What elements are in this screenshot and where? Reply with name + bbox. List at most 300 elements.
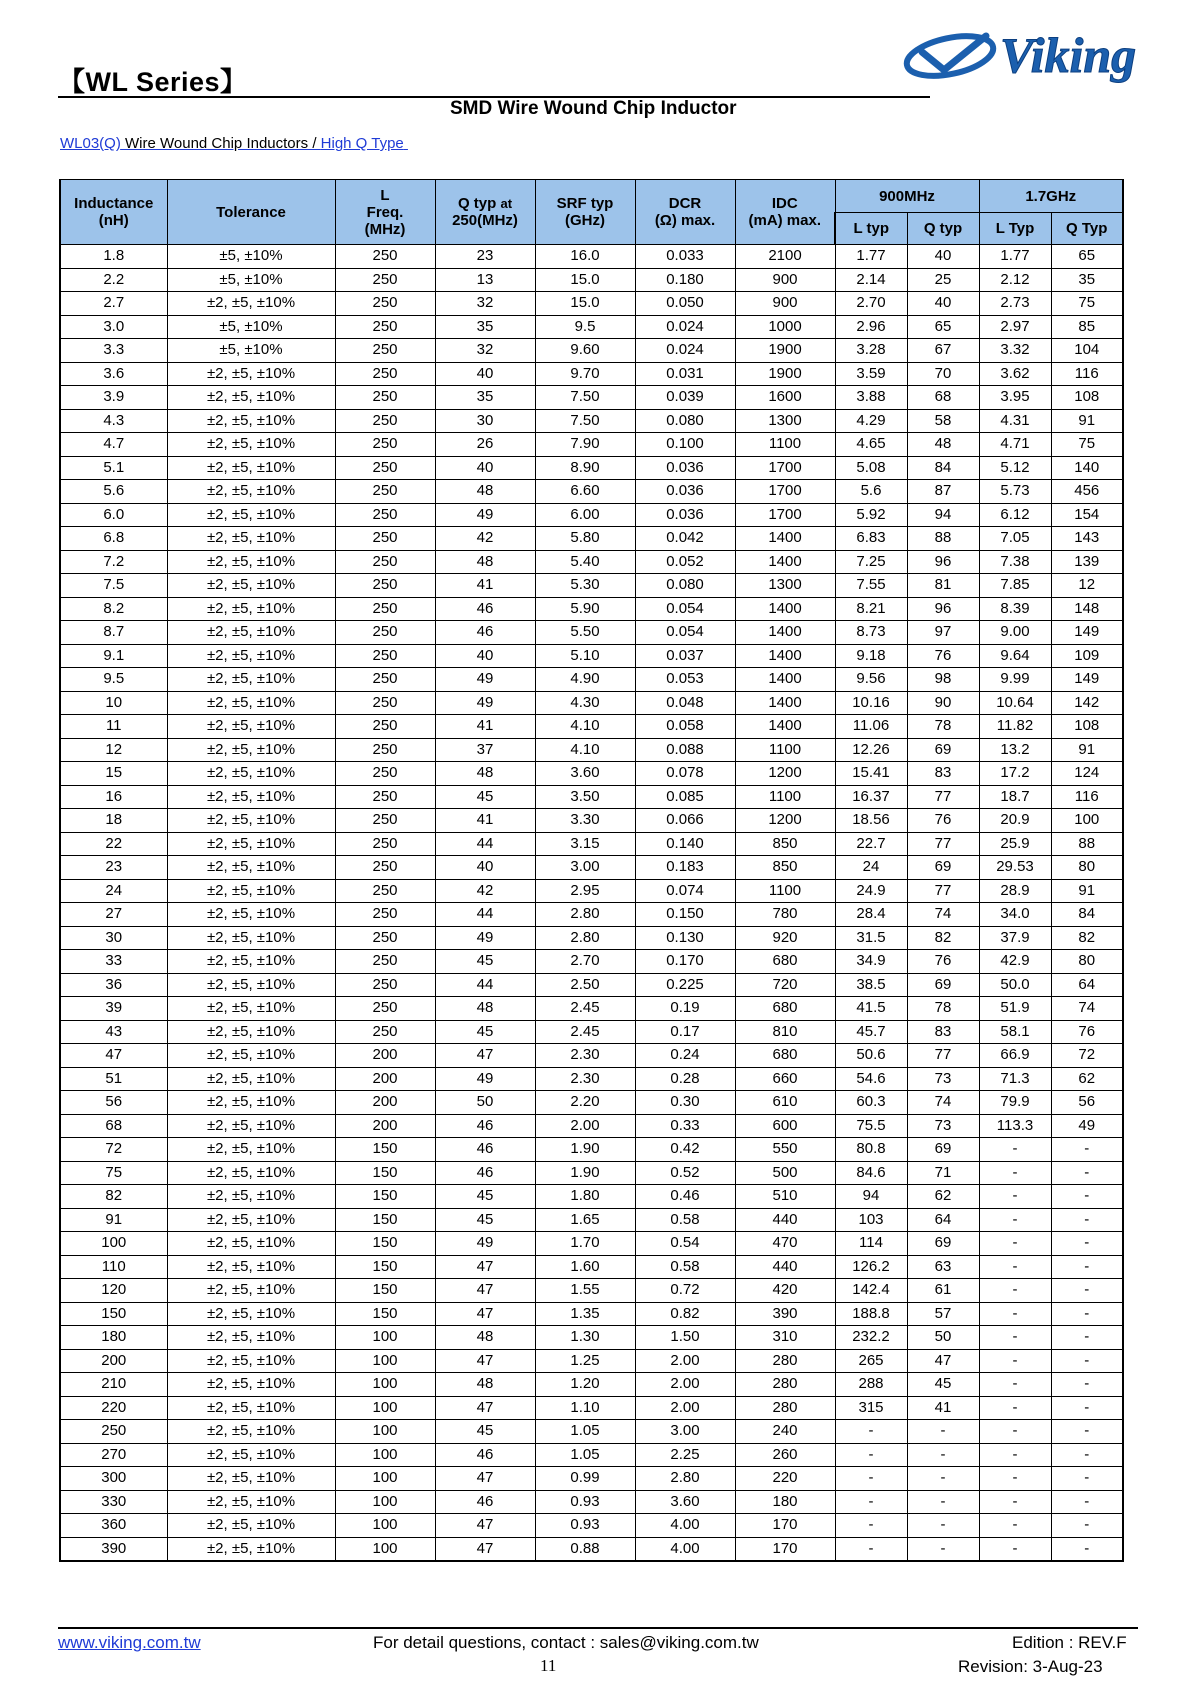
- cell-l-typ-900: 4.65: [835, 433, 907, 457]
- cell-idc: 1400: [735, 597, 835, 621]
- cell-q-typ: 48: [435, 762, 535, 786]
- cell-freq: 250: [335, 715, 435, 739]
- cell-l-typ-900: 9.56: [835, 668, 907, 692]
- cell-q-typ: 47: [435, 1279, 535, 1303]
- cell-q-typ-900: 77: [907, 785, 979, 809]
- cell-l-typ-900: 142.4: [835, 1279, 907, 1303]
- cell-l-typ-1-7: -: [979, 1396, 1051, 1420]
- cell-srf: 3.60: [535, 762, 635, 786]
- cell-idc: 900: [735, 268, 835, 292]
- table-row: [60, 1255, 1123, 1279]
- cell-q-typ-1-7: 109: [1051, 644, 1123, 668]
- table-row: [60, 597, 1123, 621]
- cell-q-typ-1-7: 143: [1051, 527, 1123, 551]
- cell-idc: 1300: [735, 574, 835, 598]
- cell-q-typ-1-7: -: [1051, 1537, 1123, 1561]
- cell-dcr: 0.024: [635, 339, 735, 363]
- cell-inductance: 47: [60, 1044, 167, 1068]
- cell-inductance: 150: [60, 1302, 167, 1326]
- cell-srf: 2.45: [535, 997, 635, 1021]
- cell-q-typ: 49: [435, 1067, 535, 1091]
- table-row: [60, 1443, 1123, 1467]
- cell-q-typ-1-7: 82: [1051, 926, 1123, 950]
- cell-idc: 680: [735, 950, 835, 974]
- cell-q-typ-1-7: 80: [1051, 856, 1123, 880]
- cell-inductance: 39: [60, 997, 167, 1021]
- cell-l-typ-900: 265: [835, 1349, 907, 1373]
- cell-l-typ-900: -: [835, 1443, 907, 1467]
- cell-q-typ: 48: [435, 480, 535, 504]
- cell-srf: 3.15: [535, 832, 635, 856]
- cell-q-typ-900: 74: [907, 903, 979, 927]
- cell-srf: 1.30: [535, 1326, 635, 1350]
- cell-srf: 1.05: [535, 1420, 635, 1444]
- cell-idc: 170: [735, 1537, 835, 1561]
- cell-inductance: 30: [60, 926, 167, 950]
- cell-tolerance: ±2, ±5, ±10%: [167, 1208, 335, 1232]
- viking-swoosh-icon: [903, 29, 997, 83]
- cell-idc: 1700: [735, 456, 835, 480]
- cell-freq: 150: [335, 1255, 435, 1279]
- cell-l-typ-1-7: 9.00: [979, 621, 1051, 645]
- cell-q-typ-1-7: -: [1051, 1514, 1123, 1538]
- cell-tolerance: ±2, ±5, ±10%: [167, 1185, 335, 1209]
- cell-inductance: 27: [60, 903, 167, 927]
- table-row: [60, 386, 1123, 410]
- cell-srf: 1.90: [535, 1138, 635, 1162]
- cell-srf: 7.90: [535, 433, 635, 457]
- cell-q-typ-900: 40: [907, 292, 979, 316]
- table-row: [60, 480, 1123, 504]
- cell-idc: 1000: [735, 315, 835, 339]
- cell-srf: 7.50: [535, 409, 635, 433]
- cell-freq: 250: [335, 527, 435, 551]
- cell-q-typ-900: 98: [907, 668, 979, 692]
- cell-dcr: 0.078: [635, 762, 735, 786]
- cell-l-typ-1-7: -: [979, 1420, 1051, 1444]
- cell-tolerance: ±2, ±5, ±10%: [167, 386, 335, 410]
- cell-l-typ-1-7: -: [979, 1232, 1051, 1256]
- cell-q-typ-900: 87: [907, 480, 979, 504]
- cell-dcr: 0.180: [635, 268, 735, 292]
- cell-q-typ: 32: [435, 339, 535, 363]
- cell-idc: 1300: [735, 409, 835, 433]
- cell-inductance: 3.9: [60, 386, 167, 410]
- cell-q-typ-1-7: 64: [1051, 973, 1123, 997]
- header-q-typ: Q typ at 250(MHz): [435, 180, 535, 245]
- cell-q-typ-1-7: 108: [1051, 386, 1123, 410]
- cell-l-typ-1-7: 2.12: [979, 268, 1051, 292]
- cell-dcr: 0.080: [635, 574, 735, 598]
- cell-l-typ-1-7: 4.71: [979, 433, 1051, 457]
- cell-inductance: 300: [60, 1467, 167, 1491]
- cell-dcr: 0.053: [635, 668, 735, 692]
- cell-dcr: 0.82: [635, 1302, 735, 1326]
- cell-q-typ-900: 25: [907, 268, 979, 292]
- cell-l-typ-900: 126.2: [835, 1255, 907, 1279]
- cell-l-typ-1-7: -: [979, 1373, 1051, 1397]
- header-srf: SRF typ (GHz): [535, 180, 635, 245]
- cell-tolerance: ±2, ±5, ±10%: [167, 1443, 335, 1467]
- cell-idc: 810: [735, 1020, 835, 1044]
- cell-srf: 1.55: [535, 1279, 635, 1303]
- cell-srf: 4.30: [535, 691, 635, 715]
- part-number-link[interactable]: WL03(Q): [60, 135, 121, 152]
- cell-q-typ-1-7: 85: [1051, 315, 1123, 339]
- cell-q-typ-900: 78: [907, 997, 979, 1021]
- cell-freq: 250: [335, 668, 435, 692]
- cell-freq: 150: [335, 1232, 435, 1256]
- cell-inductance: 24: [60, 879, 167, 903]
- cell-tolerance: ±2, ±5, ±10%: [167, 1396, 335, 1420]
- cell-freq: 250: [335, 950, 435, 974]
- cell-freq: 250: [335, 597, 435, 621]
- footer-rule: [58, 1627, 1138, 1629]
- cell-l-typ-900: -: [835, 1467, 907, 1491]
- cell-q-typ-900: 69: [907, 738, 979, 762]
- cell-idc: 280: [735, 1373, 835, 1397]
- cell-inductance: 36: [60, 973, 167, 997]
- cell-q-typ: 46: [435, 621, 535, 645]
- cell-srf: 1.20: [535, 1373, 635, 1397]
- cell-l-typ-1-7: 9.64: [979, 644, 1051, 668]
- table-row: [60, 809, 1123, 833]
- cell-l-typ-1-7: 37.9: [979, 926, 1051, 950]
- cell-l-typ-1-7: -: [979, 1279, 1051, 1303]
- cell-idc: 420: [735, 1279, 835, 1303]
- cell-l-typ-1-7: 11.82: [979, 715, 1051, 739]
- cell-dcr: 0.036: [635, 503, 735, 527]
- cell-l-typ-900: 12.26: [835, 738, 907, 762]
- cell-tolerance: ±2, ±5, ±10%: [167, 1420, 335, 1444]
- cell-l-typ-900: 16.37: [835, 785, 907, 809]
- cell-dcr: 2.25: [635, 1443, 735, 1467]
- table-row: [60, 785, 1123, 809]
- cell-idc: 780: [735, 903, 835, 927]
- cell-tolerance: ±2, ±5, ±10%: [167, 292, 335, 316]
- cell-idc: 680: [735, 997, 835, 1021]
- cell-idc: 1100: [735, 433, 835, 457]
- cell-l-typ-900: 3.59: [835, 362, 907, 386]
- cell-q-typ-1-7: 65: [1051, 245, 1123, 269]
- website-link[interactable]: www.viking.com.tw: [58, 1633, 201, 1652]
- table-row: [60, 832, 1123, 856]
- cell-srf: 5.30: [535, 574, 635, 598]
- cell-q-typ-1-7: 62: [1051, 1067, 1123, 1091]
- cell-tolerance: ±2, ±5, ±10%: [167, 997, 335, 1021]
- cell-inductance: 23: [60, 856, 167, 880]
- cell-q-typ-1-7: 148: [1051, 597, 1123, 621]
- cell-q-typ-900: 50: [907, 1326, 979, 1350]
- table-row: [60, 1091, 1123, 1115]
- cell-l-typ-900: 18.56: [835, 809, 907, 833]
- cell-idc: 660: [735, 1067, 835, 1091]
- table-row: [60, 1161, 1123, 1185]
- cell-srf: 8.90: [535, 456, 635, 480]
- cell-freq: 250: [335, 480, 435, 504]
- cell-q-typ-900: 82: [907, 926, 979, 950]
- cell-q-typ-1-7: 104: [1051, 339, 1123, 363]
- cell-tolerance: ±5, ±10%: [167, 245, 335, 269]
- cell-srf: 1.70: [535, 1232, 635, 1256]
- cell-q-typ-900: 73: [907, 1114, 979, 1138]
- cell-q-typ-1-7: 116: [1051, 785, 1123, 809]
- cell-freq: 150: [335, 1138, 435, 1162]
- cell-dcr: 4.00: [635, 1514, 735, 1538]
- cell-q-typ: 45: [435, 785, 535, 809]
- cell-dcr: 0.100: [635, 433, 735, 457]
- cell-l-typ-1-7: 51.9: [979, 997, 1051, 1021]
- cell-idc: 1400: [735, 668, 835, 692]
- cell-inductance: 15: [60, 762, 167, 786]
- cell-l-typ-900: 6.83: [835, 527, 907, 551]
- cell-q-typ: 40: [435, 856, 535, 880]
- cell-tolerance: ±5, ±10%: [167, 268, 335, 292]
- cell-inductance: 5.6: [60, 480, 167, 504]
- cell-l-typ-1-7: -: [979, 1326, 1051, 1350]
- cell-idc: 680: [735, 1044, 835, 1068]
- cell-freq: 100: [335, 1443, 435, 1467]
- cell-q-typ: 41: [435, 574, 535, 598]
- header-tolerance: Tolerance: [167, 180, 335, 245]
- cell-tolerance: ±2, ±5, ±10%: [167, 950, 335, 974]
- cell-dcr: 0.54: [635, 1232, 735, 1256]
- cell-dcr: 0.080: [635, 409, 735, 433]
- cell-l-typ-900: 28.4: [835, 903, 907, 927]
- cell-tolerance: ±2, ±5, ±10%: [167, 1326, 335, 1350]
- cell-q-typ: 44: [435, 973, 535, 997]
- cell-inductance: 270: [60, 1443, 167, 1467]
- cell-srf: 3.00: [535, 856, 635, 880]
- table-row: [60, 433, 1123, 457]
- cell-tolerance: ±2, ±5, ±10%: [167, 1302, 335, 1326]
- cell-tolerance: ±2, ±5, ±10%: [167, 1020, 335, 1044]
- header-q-typ-1-7: Q Typ: [1051, 213, 1123, 245]
- cell-q-typ-900: 71: [907, 1161, 979, 1185]
- cell-q-typ: 23: [435, 245, 535, 269]
- header-dcr: DCR (Ω) max.: [635, 180, 735, 245]
- table-row: [60, 1232, 1123, 1256]
- cell-dcr: 2.00: [635, 1349, 735, 1373]
- table-row: [60, 315, 1123, 339]
- cell-tolerance: ±2, ±5, ±10%: [167, 409, 335, 433]
- cell-q-typ-1-7: 108: [1051, 715, 1123, 739]
- cell-idc: 310: [735, 1326, 835, 1350]
- cell-srf: 6.00: [535, 503, 635, 527]
- cell-q-typ: 49: [435, 503, 535, 527]
- cell-dcr: 0.42: [635, 1138, 735, 1162]
- cell-l-typ-900: -: [835, 1490, 907, 1514]
- table-row: [60, 762, 1123, 786]
- cell-freq: 150: [335, 1279, 435, 1303]
- table-row: [60, 409, 1123, 433]
- cell-dcr: 0.72: [635, 1279, 735, 1303]
- cell-q-typ-1-7: -: [1051, 1326, 1123, 1350]
- cell-srf: 9.5: [535, 315, 635, 339]
- cell-tolerance: ±2, ±5, ±10%: [167, 785, 335, 809]
- table-row: [60, 1208, 1123, 1232]
- cell-dcr: 3.00: [635, 1420, 735, 1444]
- cell-tolerance: ±2, ±5, ±10%: [167, 1373, 335, 1397]
- high-q-link[interactable]: High Q Type: [320, 135, 404, 152]
- cell-inductance: 16: [60, 785, 167, 809]
- cell-tolerance: ±2, ±5, ±10%: [167, 973, 335, 997]
- cell-tolerance: ±2, ±5, ±10%: [167, 550, 335, 574]
- cell-tolerance: ±2, ±5, ±10%: [167, 903, 335, 927]
- cell-idc: 240: [735, 1420, 835, 1444]
- cell-q-typ-900: -: [907, 1420, 979, 1444]
- cell-l-typ-900: 38.5: [835, 973, 907, 997]
- header-inductance: Inductance (nH): [60, 180, 167, 245]
- cell-freq: 250: [335, 621, 435, 645]
- cell-dcr: 0.33: [635, 1114, 735, 1138]
- cell-q-typ-1-7: -: [1051, 1443, 1123, 1467]
- cell-l-typ-900: 288: [835, 1373, 907, 1397]
- cell-dcr: 0.058: [635, 715, 735, 739]
- table-row: [60, 1044, 1123, 1068]
- cell-srf: 0.99: [535, 1467, 635, 1491]
- cell-tolerance: ±2, ±5, ±10%: [167, 503, 335, 527]
- cell-q-typ: 47: [435, 1349, 535, 1373]
- cell-inductance: 3.0: [60, 315, 167, 339]
- cell-tolerance: ±2, ±5, ±10%: [167, 456, 335, 480]
- cell-freq: 250: [335, 315, 435, 339]
- cell-srf: 15.0: [535, 292, 635, 316]
- cell-dcr: 4.00: [635, 1537, 735, 1561]
- series-title: 【WL Series】: [58, 67, 248, 97]
- cell-freq: 250: [335, 550, 435, 574]
- cell-q-typ-1-7: -: [1051, 1185, 1123, 1209]
- cell-l-typ-1-7: 3.32: [979, 339, 1051, 363]
- cell-idc: 260: [735, 1443, 835, 1467]
- cell-q-typ-1-7: 75: [1051, 433, 1123, 457]
- cell-q-typ-900: 62: [907, 1185, 979, 1209]
- cell-idc: 900: [735, 292, 835, 316]
- cell-tolerance: ±2, ±5, ±10%: [167, 809, 335, 833]
- table-row: [60, 1114, 1123, 1138]
- cell-idc: 850: [735, 832, 835, 856]
- cell-idc: 1400: [735, 527, 835, 551]
- cell-inductance: 1.8: [60, 245, 167, 269]
- cell-l-typ-900: 50.6: [835, 1044, 907, 1068]
- cell-freq: 100: [335, 1514, 435, 1538]
- cell-q-typ: 46: [435, 1161, 535, 1185]
- cell-l-typ-1-7: 25.9: [979, 832, 1051, 856]
- cell-l-typ-900: 84.6: [835, 1161, 907, 1185]
- cell-dcr: 1.50: [635, 1326, 735, 1350]
- cell-dcr: 0.036: [635, 456, 735, 480]
- cell-tolerance: ±2, ±5, ±10%: [167, 879, 335, 903]
- cell-l-typ-900: 54.6: [835, 1067, 907, 1091]
- cell-l-typ-900: 9.18: [835, 644, 907, 668]
- cell-l-typ-1-7: 58.1: [979, 1020, 1051, 1044]
- cell-l-typ-1-7: 20.9: [979, 809, 1051, 833]
- table-row: [60, 550, 1123, 574]
- cell-q-typ-1-7: 75: [1051, 292, 1123, 316]
- cell-q-typ: 47: [435, 1302, 535, 1326]
- cell-tolerance: ±2, ±5, ±10%: [167, 691, 335, 715]
- cell-q-typ-1-7: -: [1051, 1373, 1123, 1397]
- cell-srf: 9.70: [535, 362, 635, 386]
- cell-srf: 1.60: [535, 1255, 635, 1279]
- cell-l-typ-900: 15.41: [835, 762, 907, 786]
- cell-dcr: 0.170: [635, 950, 735, 974]
- cell-freq: 200: [335, 1114, 435, 1138]
- cell-l-typ-1-7: 5.12: [979, 456, 1051, 480]
- cell-l-typ-900: 3.28: [835, 339, 907, 363]
- cell-l-typ-900: -: [835, 1537, 907, 1561]
- cell-q-typ: 40: [435, 644, 535, 668]
- cell-freq: 250: [335, 268, 435, 292]
- cell-l-typ-1-7: 1.77: [979, 245, 1051, 269]
- cell-l-typ-1-7: 79.9: [979, 1091, 1051, 1115]
- cell-srf: 0.88: [535, 1537, 635, 1561]
- header-freq: L Freq. (MHz): [335, 180, 435, 245]
- cell-l-typ-1-7: -: [979, 1302, 1051, 1326]
- cell-idc: 390: [735, 1302, 835, 1326]
- table-row: [60, 1326, 1123, 1350]
- cell-dcr: 0.52: [635, 1161, 735, 1185]
- table-row: [60, 1396, 1123, 1420]
- cell-inductance: 210: [60, 1373, 167, 1397]
- cell-q-typ-900: 64: [907, 1208, 979, 1232]
- cell-inductance: 12: [60, 738, 167, 762]
- cell-freq: 150: [335, 1185, 435, 1209]
- cell-l-typ-900: 8.21: [835, 597, 907, 621]
- cell-q-typ-900: 81: [907, 574, 979, 598]
- cell-l-typ-1-7: -: [979, 1537, 1051, 1561]
- cell-q-typ-1-7: -: [1051, 1396, 1123, 1420]
- cell-q-typ-1-7: 91: [1051, 738, 1123, 762]
- cell-l-typ-900: -: [835, 1420, 907, 1444]
- table-row: [60, 856, 1123, 880]
- cell-dcr: 0.048: [635, 691, 735, 715]
- cell-idc: 1400: [735, 644, 835, 668]
- table-row: [60, 644, 1123, 668]
- cell-dcr: 3.60: [635, 1490, 735, 1514]
- cell-q-typ: 32: [435, 292, 535, 316]
- cell-idc: 1400: [735, 691, 835, 715]
- cell-q-typ-1-7: 91: [1051, 879, 1123, 903]
- cell-tolerance: ±2, ±5, ±10%: [167, 1232, 335, 1256]
- cell-q-typ-1-7: 124: [1051, 762, 1123, 786]
- cell-q-typ: 47: [435, 1255, 535, 1279]
- cell-tolerance: ±2, ±5, ±10%: [167, 621, 335, 645]
- cell-inductance: 18: [60, 809, 167, 833]
- table-row: [60, 997, 1123, 1021]
- cell-q-typ: 45: [435, 1185, 535, 1209]
- cell-l-typ-900: 2.96: [835, 315, 907, 339]
- cell-inductance: 4.7: [60, 433, 167, 457]
- cell-freq: 250: [335, 691, 435, 715]
- cell-l-typ-1-7: 42.9: [979, 950, 1051, 974]
- cell-q-typ-1-7: 88: [1051, 832, 1123, 856]
- cell-tolerance: ±2, ±5, ±10%: [167, 480, 335, 504]
- cell-q-typ: 30: [435, 409, 535, 433]
- cell-q-typ-1-7: 100: [1051, 809, 1123, 833]
- cell-q-typ-1-7: -: [1051, 1138, 1123, 1162]
- cell-inductance: 43: [60, 1020, 167, 1044]
- cell-inductance: 2.7: [60, 292, 167, 316]
- table-row: [60, 879, 1123, 903]
- cell-q-typ-1-7: -: [1051, 1420, 1123, 1444]
- cell-q-typ: 42: [435, 527, 535, 551]
- table-row: [60, 503, 1123, 527]
- cell-inductance: 56: [60, 1091, 167, 1115]
- cell-tolerance: ±2, ±5, ±10%: [167, 1279, 335, 1303]
- cell-l-typ-900: 8.73: [835, 621, 907, 645]
- cell-dcr: 0.58: [635, 1255, 735, 1279]
